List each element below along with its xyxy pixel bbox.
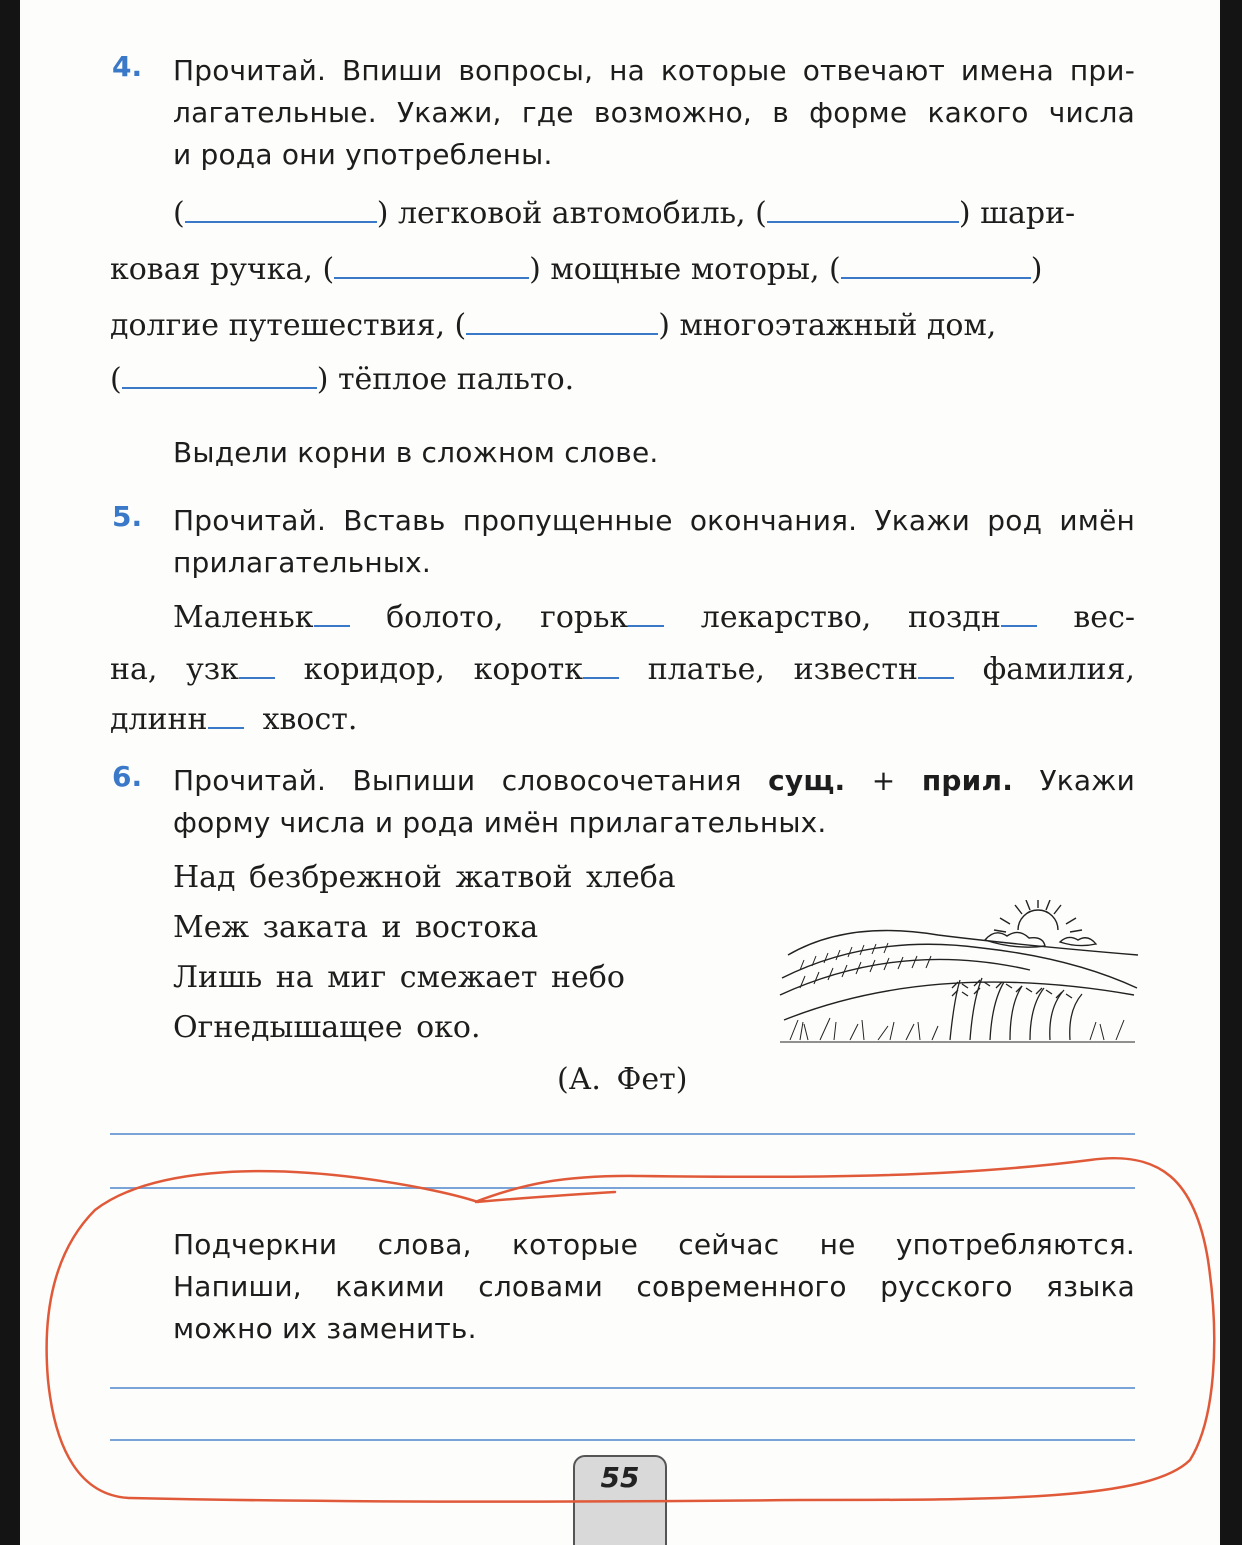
ending-blank-4[interactable] xyxy=(239,659,275,679)
ending-blank-1[interactable] xyxy=(314,607,350,627)
task-number-5: 5. xyxy=(112,500,143,533)
ending-blank-2[interactable] xyxy=(628,607,664,627)
task5-ex-line-2: на, узк коридор, коротк платье, известн фамилия, xyxy=(110,652,1135,687)
poem-line-2: Меж заката и востока xyxy=(173,910,539,945)
answer-blank-1[interactable] xyxy=(185,197,377,223)
ending-blank-3[interactable] xyxy=(1001,607,1037,627)
task6-line-2: форму числа и рода имён прилагательных. xyxy=(173,806,827,839)
sun-icon xyxy=(994,900,1082,932)
answer-blank-5[interactable] xyxy=(466,309,658,335)
answer-line-4[interactable] xyxy=(110,1439,1135,1441)
ending-blank-7[interactable] xyxy=(208,709,244,729)
task5-line-2: прилагательных. xyxy=(173,546,432,579)
field-landscape-illustration xyxy=(760,900,1140,1045)
poem-line-3: Лишь на миг смежает небо xyxy=(173,960,625,995)
ending-blank-6[interactable] xyxy=(918,659,954,679)
poem-line-1: Над безбрежной жатвой хлеба xyxy=(173,860,676,895)
answer-blank-3[interactable] xyxy=(334,253,529,279)
task6-question-line-3: можно их заменить. xyxy=(173,1312,477,1345)
task4-note: Выдели корни в сложном слове. xyxy=(173,436,659,469)
poem-line-4: Огнедышащее око. xyxy=(173,1010,481,1045)
ending-blank-5[interactable] xyxy=(583,659,619,679)
task4-line-3: и рода они употреблены. xyxy=(173,138,553,171)
page-number: 55 xyxy=(600,1461,640,1494)
answer-blank-6[interactable] xyxy=(122,363,317,389)
answer-line-1[interactable] xyxy=(110,1133,1135,1135)
task4-ex-line-3: долгие путешествия, ( ) многоэтажный дом, xyxy=(110,308,997,343)
answer-line-2[interactable] xyxy=(110,1187,1135,1189)
task6-question-line-1: Подчеркни слова, которые сейчас не употребляются. xyxy=(173,1228,1135,1261)
task4-ex-line-4: ( ) тёплое пальто. xyxy=(110,362,575,397)
task5-ex-line-1: Маленьк болото, горьк лекарство, поздн вес- xyxy=(173,600,1136,635)
task5-ex-line-3: длинн хвост. xyxy=(110,702,358,737)
task4-line-1: Прочитай. Впиши вопросы, на которые отвечают имена при- xyxy=(173,54,1135,87)
task-number-4: 4. xyxy=(112,50,143,83)
task6-line-1: Прочитай. Выпиши словосочетания сущ. + прил. Укажи xyxy=(173,764,1136,797)
page-number-tab xyxy=(573,1455,667,1545)
workbook-page xyxy=(20,0,1220,1545)
answer-blank-2[interactable] xyxy=(767,197,959,223)
task6-question-line-2: Напиши, какими словами современного русского языка xyxy=(173,1270,1135,1303)
task5-line-1: Прочитай. Вставь пропущенные окончания. Укажи род имён xyxy=(173,504,1135,537)
answer-line-3[interactable] xyxy=(110,1387,1135,1389)
task-number-6: 6. xyxy=(112,760,143,793)
task4-ex-line-1: ( ) легковой автомобиль, ( ) шари- xyxy=(173,196,1076,231)
poem-author: (А. Фет) xyxy=(557,1062,688,1097)
task4-line-2: лагательные. Укажи, где возможно, в форме какого числа xyxy=(173,96,1135,129)
answer-blank-4[interactable] xyxy=(841,253,1031,279)
task4-ex-line-2: ковая ручка, ( ) мощные моторы, ( ) xyxy=(110,252,1043,287)
